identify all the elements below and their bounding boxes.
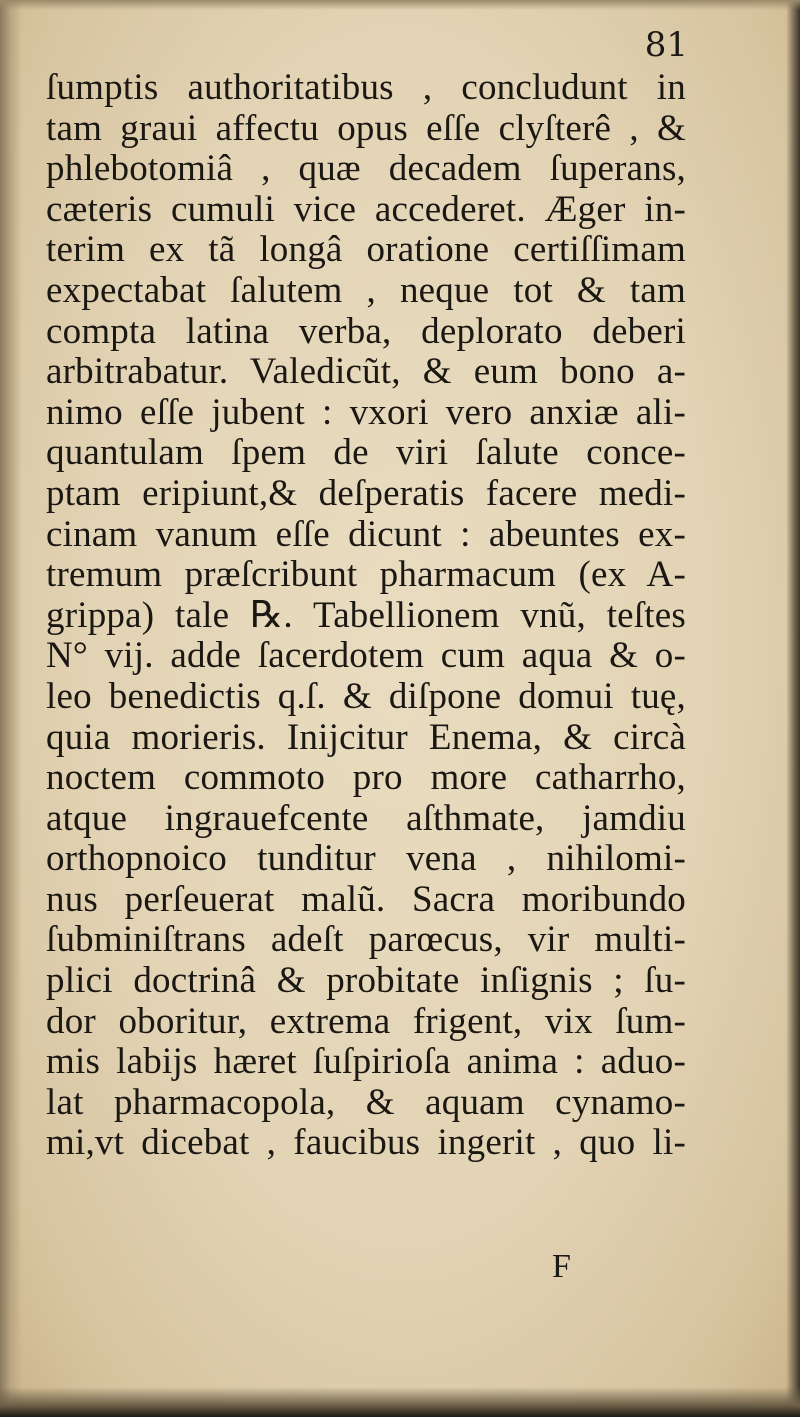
text-line: phlebotomiâ , quæ decadem ſuperans, — [46, 148, 686, 190]
text-line: tam graui affectu opus eſſe clyſterê , & — [46, 107, 686, 149]
text-line: tremum præſcribunt pharmacum (ex A- — [46, 554, 686, 596]
text-line: plici doctrinâ & probitate inſignis ; ſu- — [46, 960, 686, 1002]
text-line: quia morieris. Inijcitur Enema, & circà — [46, 716, 686, 758]
text-line: arbitrabatur. Valedicũt, & eum bono a- — [46, 351, 686, 393]
text-line: lat pharmacopola, & aquam cynamo- — [46, 1081, 686, 1123]
text-line: nus perſeuerat malũ. Sacra moribundo — [46, 878, 686, 920]
text-line: orthopnoico tunditur vena , nihilomi- — [46, 838, 686, 880]
page-edge-top — [0, 0, 800, 10]
page-number: 81 — [644, 25, 688, 65]
binding-shadow — [0, 0, 22, 1417]
page-edge-right — [786, 0, 800, 1417]
text-line: grippa) tale ℞. Tabellionem vnũ, teſtes — [46, 594, 686, 636]
body-text — [46, 68, 686, 1164]
text-line: ſumptis authoritatibus , concludunt in — [46, 67, 686, 108]
text-line: expectabat ſalutem , neque tot & tam — [46, 269, 686, 311]
text-line: terim ex tã longâ oratione certiſſimam — [46, 229, 686, 271]
text-line: leo benedictis q.ſ. & diſpone domui tuę, — [46, 675, 686, 717]
text-line: quantulam ſpem de viri ſalute conce- — [46, 432, 686, 474]
text-line: noctem commoto pro more catharrho, — [46, 757, 686, 799]
text-line: ſubminiſtrans adeſt parœcus, vir multi- — [46, 919, 686, 961]
text-line: mi,vt dicebat , faucibus ingerit , quo li- — [46, 1122, 686, 1164]
text-line: ptam eripiunt,& deſperatis facere medi- — [46, 472, 686, 514]
signature-mark: F — [552, 1248, 571, 1285]
text-line: dor oboritur, extrema frigent, vix ſum- — [46, 1000, 686, 1042]
page-edge-bottom — [0, 1387, 800, 1417]
text-line: mis labijs hæret ſuſpirioſa anima : aduo- — [46, 1041, 686, 1083]
text-line: N° vij. adde ſacerdotem cum aqua & o- — [46, 635, 686, 677]
text-line: cinam vanum eſſe dicunt : abeuntes ex- — [46, 513, 686, 555]
text-line: atque ingrauefcente aſthmate, jamdiu — [46, 797, 686, 839]
text-line: compta latina verba, deplorato deberi — [46, 310, 686, 352]
text-line: nimo eſſe jubent : vxori vero anxiæ ali- — [46, 391, 686, 433]
text-line: cæteris cumuli vice accederet. Æger in- — [46, 188, 686, 230]
